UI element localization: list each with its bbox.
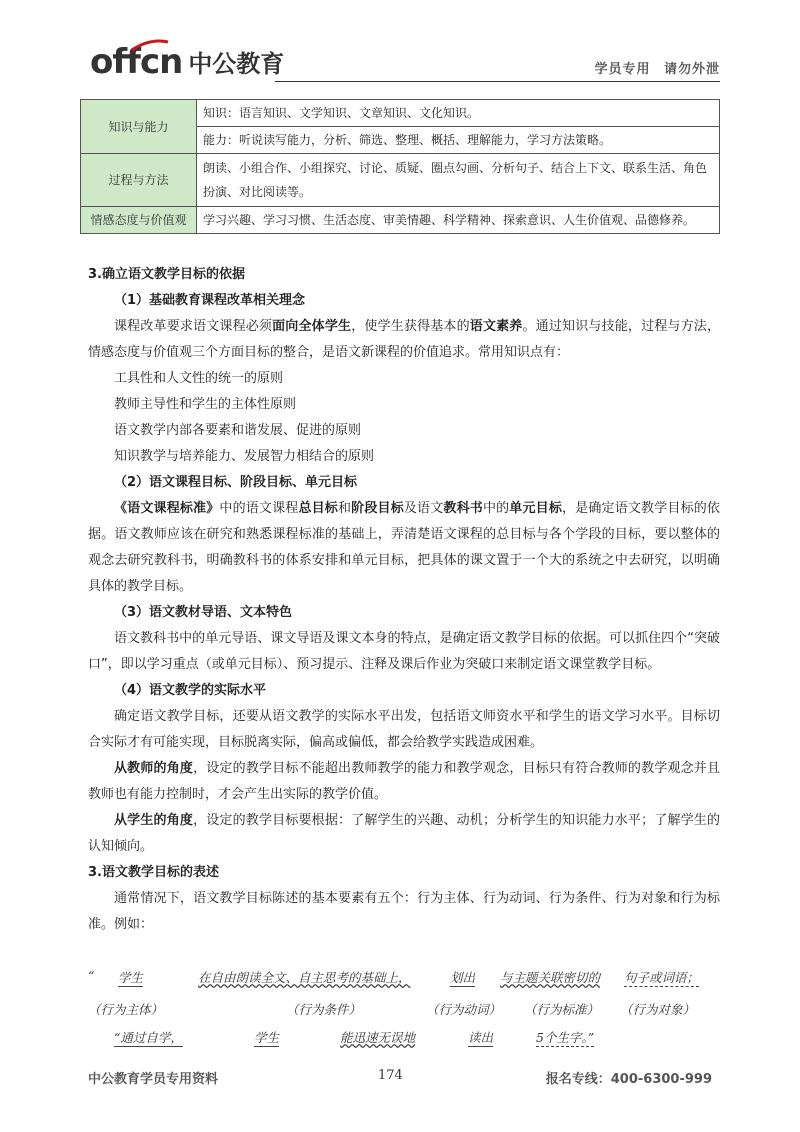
example2-condition: “通过自学，	[114, 1030, 183, 1045]
open-quote: “	[88, 968, 95, 983]
table-cell: 朗读、小组合作、小组探究、讨论、质疑、圈点勾画、分析句子、结合上下文、联系生活、角色扮演、对比阅读等。	[197, 154, 720, 207]
table-category: 知识与能力	[81, 100, 197, 154]
example2-verb: 读出	[468, 1030, 494, 1045]
label-object: （行为对象）	[620, 1002, 696, 1017]
table-row	[81, 100, 720, 127]
table-cell: 知识：语言知识、文学知识、文章知识、文化知识。	[197, 100, 720, 127]
list-item: 工具性和人文性的统一的原则	[114, 371, 284, 386]
offcn-logo	[90, 42, 284, 80]
table-category: 情感态度与价值观	[81, 207, 197, 234]
label-condition: （行为条件）	[286, 1002, 362, 1017]
paragraph: 通常情况下，语文教学目标陈述的基本要素有五个：行为主体、行为动词、行为条件、行为对象和行为标准。例如：	[88, 891, 720, 932]
example2-subject: 学生	[254, 1030, 280, 1045]
example-verb: 划出	[450, 970, 476, 985]
list-item: 知识教学与培养能力、发展智力相结合的原则	[114, 449, 375, 464]
logo-latin: offcn	[90, 42, 183, 82]
section-heading: 3.语文教学目标的表述	[88, 865, 219, 880]
paragraph: 从教师的角度，设定的教学目标不能超出教师教学的能力和教学观念，目标只有符合教师的教学观念并且教师也有能力控制时，才会产生出实际的教学价值。	[88, 761, 720, 802]
paragraph: 《语文课程标准》中的语文课程总目标和阶段目标及语文教科书中的单元目标，是确定语文教学目标的依据。语文教师应该在研究和熟悉课程标准的基础上，弄清楚语文课程的总目标与各个学段的目标，要以整体的观念去研究教科书，明确教科书的体系安排和单元目标，把具体的课文置于一个大的系统之中去研究，以明确具体的教学目标。	[88, 501, 720, 594]
label-standard: （行为标准）	[524, 1002, 600, 1017]
example-subject: 学生	[118, 970, 144, 985]
paragraph: 语文教科书中的单元导语、课文导语及课文本身的特点，是确定语文教学目标的依据。可以抓住四个“突破口”，即以学习重点（或单元目标）、预习提示、注释及课后作业为突破口来制定语文课堂教学目标。	[88, 631, 720, 672]
label-subject: （行为主体）	[88, 1002, 164, 1017]
example2-object: 5个生字。”	[536, 1030, 595, 1045]
page-number: 174	[378, 1068, 403, 1083]
table-cell: 能力：听说读写能力，分析、筛选、整理、概括、理解能力，学习方法策略。	[197, 127, 720, 154]
example2-standard: 能迅速无误地	[340, 1030, 416, 1045]
main-content	[88, 262, 720, 938]
table-row	[81, 154, 720, 207]
paragraph: 从学生的角度，设定的教学目标要根据：了解学生的兴趣、动机；分析学生的知识能力水平；了解学生的认知倾向。	[88, 813, 720, 854]
page-header	[90, 40, 720, 82]
subsection-heading: （3）语文教材导语、文本特色	[114, 605, 293, 620]
list-item: 教师主导性和学生的主体性原则	[114, 397, 297, 412]
page-footer	[88, 1068, 712, 1088]
goals-table	[80, 99, 720, 234]
header-note: 学员专用 请勿外泄	[594, 62, 720, 77]
example-condition: 在自由朗读全文、自主思考的基础上，	[198, 970, 411, 985]
logo-chinese: 中公教育	[188, 50, 285, 78]
paragraph: 确定语文教学目标，还要从语文教学的实际水平出发，包括语文师资水平和学生的语文学习水平。目标切合实际才有可能实现，目标脱离实际，偏高或偏低，都会给教学实践造成困难。	[88, 709, 720, 750]
example-object: 句子或词语；	[624, 970, 700, 985]
label-verb: （行为动词）	[426, 1002, 502, 1017]
footer-left: 中公教育学员专用资料	[88, 1072, 219, 1087]
logo-swoosh-icon	[130, 38, 170, 52]
subsection-heading: （4）语文教学的实际水平	[114, 683, 267, 698]
subsection-heading: （2）语文课程目标、阶段目标、单元目标	[114, 475, 358, 490]
footer-hotline: 报名专线：400-6300-999	[545, 1072, 712, 1087]
example-standard: 与主题关联密切的	[500, 970, 601, 985]
table-row	[81, 207, 720, 234]
table-cell: 学习兴趣、学习习惯、生活态度、审美情趣、科学精神、探索意识、人生价值观、品德修养。	[197, 207, 720, 234]
subsection-heading: （1）基础教育课程改革相关理念	[114, 293, 306, 308]
section-heading: 3.确立语文教学目标的依据	[88, 267, 245, 282]
list-item: 语文教学内部各要素和谐发展、促进的原则	[114, 423, 362, 438]
header-divider	[275, 81, 720, 82]
paragraph: 课程改革要求语文课程必须面向全体学生，使学生获得基本的语文素养。通过知识与技能，过程与方法，情感态度与价值观三个方面目标的整合，是语文新课程的价值追求。常用知识点有：	[88, 319, 720, 360]
table-category: 过程与方法	[81, 154, 197, 207]
